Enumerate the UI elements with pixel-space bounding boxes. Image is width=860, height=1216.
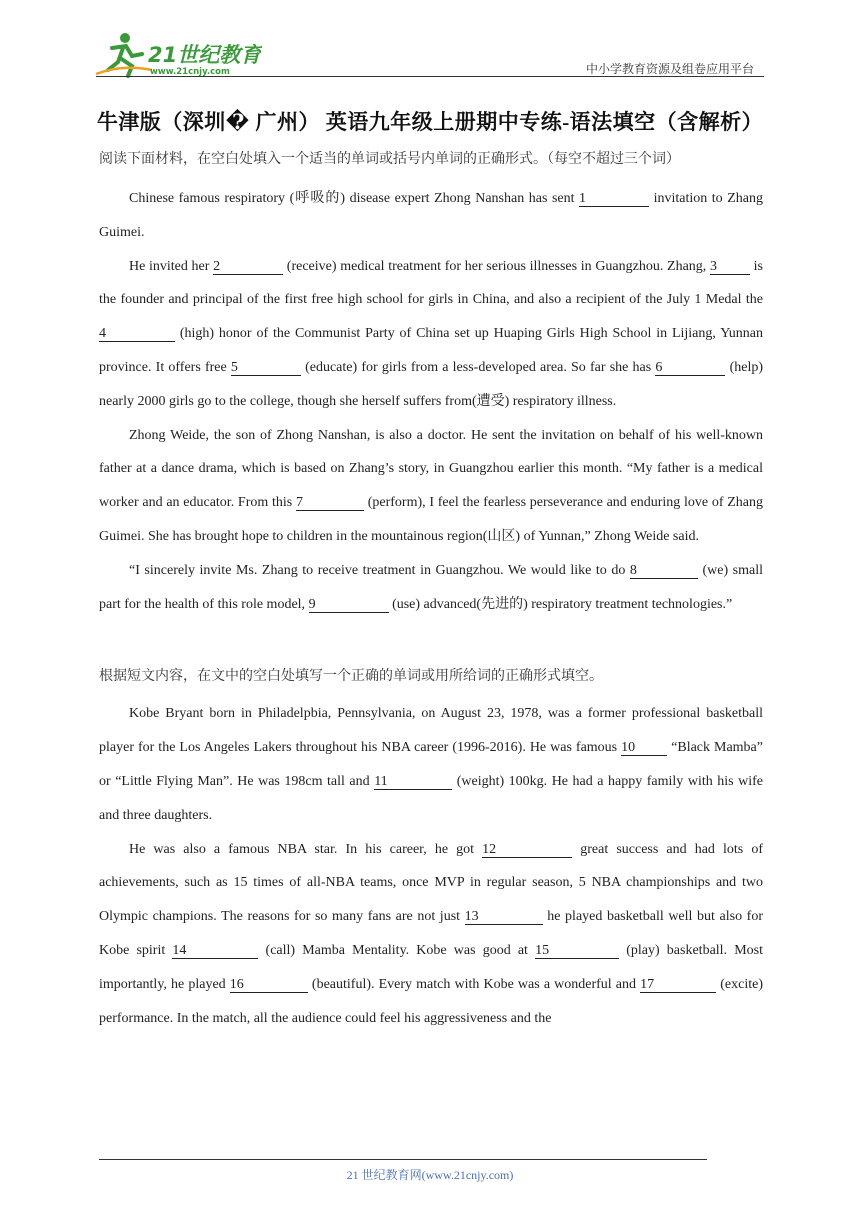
section1-instruction: 阅读下面材料，在空白处填入一个适当的单词或括号内单词的正确形式。（每空不超过三个词）	[99, 152, 680, 167]
document-title: 牛津版（深圳� 广州） 英语九年级上册期中专练-语法填空（含解析）	[96, 110, 764, 134]
blank-10: 10	[621, 740, 667, 756]
blank-11: 11	[374, 774, 452, 790]
s1-paragraph-3: Zhong Weide, the son of Zhong Nanshan, is also a doctor. He sent the invitation on behalf of his well-known father at a dance drama, which is based on Zhang’s story, in Guangzhou earlier this month. “My father is a medical worker and an educator. From this 7 (perform), I feel the fearless perseverance and enduring love of Zhang Guimei. She has brought hope to children in the mountainous region(山区) of Yunnan,” Zhong Weide said.	[99, 427, 764, 544]
s2-paragraph-1: Kobe Bryant born in Philadelpbia, Pennsylvania, on August 23, 1978, was a former professional basketball player for the Los Angeles Lakers throughout his NBA career (1996-2016). He was famous 10 “Black Mamba” or “Little Flying Man”. He was 198cm tall and 11 (weight) 100kg. He had a happy family with his wife and three daughters.	[99, 706, 763, 823]
blank-3: 3	[710, 259, 750, 275]
blank-2: 2	[213, 259, 283, 275]
footer-site-link[interactable]: 21 世纪教育网(www.21cnjy.com)	[346, 1168, 514, 1182]
blank-4: 4	[99, 326, 175, 342]
site-logo	[92, 30, 262, 80]
footer-divider	[99, 1159, 707, 1160]
blank-7: 7	[296, 495, 364, 511]
runner-icon	[96, 33, 152, 76]
blank-17: 17	[640, 977, 716, 993]
blank-6: 6	[655, 360, 725, 376]
blank-1: 1	[579, 191, 649, 207]
blank-13: 13	[465, 909, 543, 925]
s1-paragraph-2: He invited her 2 (receive) medical treatment for her serious illnesses in Guangzhou. Zhang, 3 is the founder and principal of the first free high school for girls in China, and also a recipient of the July 1 Medal the 4 (high) honor of the Communist Party of China set up Huaping Girls High School in Lijiang, Yunnan province. It offers free 5 (educate) for girls from a less-developed area. So far she has 6 (help) nearly 2000 girls go to the college, though she herself suffers from(遭受) respiratory illness.	[99, 258, 763, 409]
header-divider	[96, 76, 764, 77]
s1-paragraph-4: “I sincerely invite Ms. Zhang to receive treatment in Guangzhou. We would like to do 8 (we) small part for the health of this role model, 9 (use) advanced(先进的) respiratory treatment technologies.”	[99, 562, 763, 612]
header-platform-text: 中小学教育资源及组卷应用平台	[585, 62, 754, 76]
s2-paragraph-2: He was also a famous NBA star. In his career, he got 12 great success and had lots of achievements, such as 15 times of all-NBA teams, once MVP in regular season, 5 NBA championships and two Olympic champions. The reasons for so many fans are not just 13 he played basketball well but also for Kobe spirit 14 (call) Mamba Mentality. Kobe was good at 15 (play) basketball. Most importantly, he played 16 (beautiful). Every match with Kobe was a wonderful and 17 (excite) performance. In the match, all the audience could feel his aggressiveness and the	[99, 841, 764, 1026]
document-body	[99, 148, 763, 1035]
blank-14: 14	[172, 943, 258, 959]
blank-5: 5	[231, 360, 301, 376]
blank-15: 15	[535, 943, 619, 959]
s1-paragraph-1: Chinese famous respiratory (呼吸的) disease expert Zhong Nanshan has sent 1 invitation to Zhang Guimei.	[99, 191, 763, 240]
blank-16: 16	[230, 977, 308, 993]
blank-12: 12	[482, 842, 572, 858]
section-spacer	[99, 621, 763, 665]
logo-text: 21世纪教育	[148, 43, 262, 67]
logo-url: www.21cnjy.com	[150, 67, 230, 77]
blank-8: 8	[630, 563, 698, 579]
blank-9: 9	[309, 597, 389, 613]
section2-instruction: 根据短文内容，在文中的空白处填写一个正确的单词或用所给词的正确形式填空。	[99, 669, 603, 685]
